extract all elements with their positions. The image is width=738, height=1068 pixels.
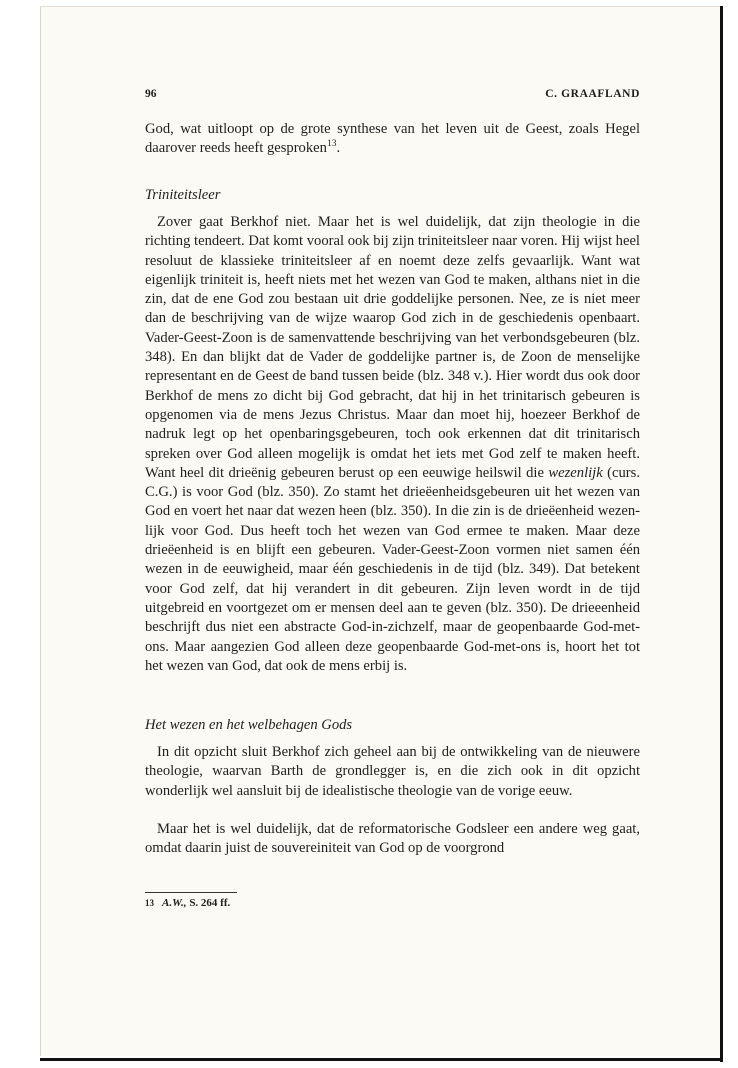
running-head-author: C. GRAAFLAND (545, 88, 640, 100)
footnote-ref: 13 (326, 139, 337, 150)
page-number: 96 (145, 88, 157, 100)
footnote-divider (145, 892, 237, 893)
page-edge-shadow-right (720, 6, 723, 1062)
footnote-ref-abbrev: A.W., (162, 897, 187, 909)
intro-end: . (336, 140, 341, 157)
paragraph-triniteitsleer (145, 213, 640, 676)
section-heading-wezen-welbehagen: Het wezen en het welbehagen Gods (145, 717, 353, 733)
emphasis-wezenlijk: wezenlijk (548, 464, 603, 481)
footnote (145, 897, 230, 909)
paragraph-text: Zover gaat Berkhof niet. Maar het is wel duidelijk, dat zijn theologie in die richting tendeert. Dat komt vooral ook bij zijn triniteitsleer naar voren. Hij wijst heel resoluut de klassieke triniteitsleer af en noemt deze zelfs gevaarlijk. Want wat eigenlijk triniteit is, heeft niets met het wezen van God te maken, althans niet in die zin, dat de ene God zou bestaan uit drie goddelijke personen. Nee, ze is niet meer dan de beschrijving van de wijze waarop God zich in de geschiedenis openbaart. Vader-Geest-Zoon is de samenvattende beschrijving van het verbondsgebeuren (blz. 348). En dan blijkt dat de Vader de goddelijke partner is, de Zoon de menselijke representant en de Geest de band tussen beide (blz. 348 v.). Hier wordt dus ook door Berkhof de mens zo dicht bij God gebracht, dat hij in het trinitarisch gebeuren is opgenomen via de mens Jezus Christus. Maar dan moet hij, hoezeer Berkhof de nadruk legt op het openbaringsgebeuren, toch ook erkennen dat dit trinitarisch spreken over God alleen mogelijk is omdat het iets met God zelf te maken heeft. Want heel dit drieënig gebeuren berust op een eeuwige heilswil die (145, 214, 640, 481)
page-edge-shadow-bottom (40, 1058, 723, 1061)
paragraph-ontwikkeling: In dit opzicht sluit Berkhof zich geheel aan bij de ontwikkeling van de nieuwere theologie, waarvan Barth de grondlegger is, en die zich ook in dit opzicht wonderlijk wel aansluit bij de idealistische theologie van de vorige eeuw. (145, 744, 640, 799)
paragraph-text: (curs. C.G.) is voor God (blz. 350). Zo stamt het drieëenheidsgebeuren uit het wezen van God en voert het naar dat wezen heen (blz. 350). In die zin is de drieëenheid wezen-lijk voor God. Dus heeft toch het wezen van God ermee te maken. Maar deze drieëenheid is en blijft een gebeuren. Vader-Geest-Zoon vormen niet samen één wezen in de eeuwigheid, maar één geschiedenis in de tijd (blz. 349). Dat betekent voor God zelf, dat hij verandert in dit gebeuren. Zijn leven wordt in de tijd uitgebreid en voortgezet om er mensen deel aan te geven (blz. 350). De drieeenheid beschrijft dus niet een abstracte God-in-zichzelf, maar de geopenbaarde God-met-ons. Maar aangezien God alleen deze geopenbaarde God-met-ons is, hoort het tot het wezen van God, dat ook de mens erbij is. (145, 464, 640, 674)
intro-paragraph (145, 120, 640, 159)
section-heading-triniteitsleer: Triniteitsleer (145, 187, 221, 203)
running-header (145, 88, 640, 104)
footnote-text: S. 264 ff. (189, 897, 231, 909)
paragraph-reformatorisch: Maar het is wel duidelijk, dat de reformatorische Godsleer een andere weg gaat, omdat daarin juist de souvereiniteit van God op de voorgrond (145, 821, 640, 857)
footnote-number: 13 (145, 898, 154, 908)
intro-text: God, wat uitloopt op de grote synthese van het leven uit de Geest, zoals Hegel daarover reeds heeft gesproken (145, 121, 640, 157)
